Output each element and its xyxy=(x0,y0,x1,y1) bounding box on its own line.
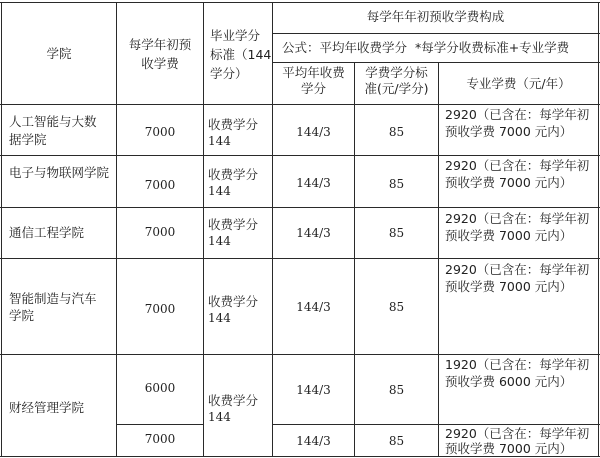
header-composition: 每学年年初预收学费构成 xyxy=(366,9,505,24)
row1-college-line2: 据学院 xyxy=(9,132,47,147)
header-college: 学院 xyxy=(46,46,72,61)
row6-major-line2: 预收学费 7000 元内） xyxy=(445,441,573,456)
row2-prepay: 7000 xyxy=(144,178,176,192)
row3-credit-fee: 85 xyxy=(388,226,405,240)
header-avg-credits-line1: 平均年收费 xyxy=(282,65,345,80)
row4-credit-fee: 85 xyxy=(388,300,405,314)
row6-major-line1: 2920（已含在：每学年初 xyxy=(445,426,590,441)
header-credit-fee-line2: 准(元/学分) xyxy=(364,81,429,96)
row2-credits-line2: 144 xyxy=(208,184,231,198)
row3-major-line1: 2920（已含在：每学年初 xyxy=(445,211,590,226)
grid-line xyxy=(116,424,203,425)
row4-credits-line1: 收费学分 xyxy=(208,294,259,309)
row6-prepay: 7000 xyxy=(144,432,176,446)
header-formula: 公式：平均年收费学分 *每学分收费标准+专业学费 xyxy=(282,40,570,55)
row5-avg-credits: 144/3 xyxy=(296,383,331,397)
row1-prepay: 7000 xyxy=(144,125,176,139)
row4-prepay: 7000 xyxy=(144,302,176,316)
row6-credit-fee: 85 xyxy=(388,434,405,448)
row2-college: 电子与物联网学院 xyxy=(9,165,110,180)
row4-college-line2: 学院 xyxy=(9,308,35,323)
grid-line xyxy=(203,2,204,457)
table-border-left xyxy=(1,2,2,457)
row2-credit-fee: 85 xyxy=(388,177,405,191)
row1-credits-line2: 144 xyxy=(208,134,231,148)
row1-credits-line1: 收费学分 xyxy=(208,117,259,132)
row1-major-line1: 2920（已含在：每学年初 xyxy=(445,107,590,122)
row3-prepay: 7000 xyxy=(144,225,176,239)
grid-line xyxy=(272,33,600,34)
header-prepay-line1: 每学年初预 xyxy=(128,37,192,52)
row3-major-line2: 预收学费 7000 元内） xyxy=(445,228,573,243)
row3-credits-line2: 144 xyxy=(208,234,231,248)
row5-prepay: 6000 xyxy=(144,381,176,395)
header-credits-line3: 学分） xyxy=(210,66,248,81)
row3-college: 通信工程学院 xyxy=(9,225,85,240)
row4-major-line1: 2920（已含在：每学年初 xyxy=(445,262,590,277)
row1-major-line2: 预收学费 7000 元内） xyxy=(445,124,573,139)
row1-avg-credits: 144/3 xyxy=(296,125,331,139)
row1-college-line1: 人工智能与大数 xyxy=(9,114,97,129)
row4-credits-line2: 144 xyxy=(208,311,231,325)
row5-credits-line1: 收费学分 xyxy=(208,393,259,408)
grid-line xyxy=(272,62,600,63)
row5-college: 财经管理学院 xyxy=(9,400,85,415)
grid-line xyxy=(0,354,600,355)
grid-line xyxy=(438,62,439,457)
grid-line xyxy=(0,207,600,208)
row5-major-line1: 1920（已含在：每学年初 xyxy=(445,357,590,372)
row2-major-line1: 2920（已含在：每学年初 xyxy=(445,158,590,173)
row4-avg-credits: 144/3 xyxy=(296,300,331,314)
header-avg-credits-line2: 学分 xyxy=(300,81,326,96)
header-major-fee: 专业学费（元/年） xyxy=(466,76,571,91)
header-credit-fee-line1: 学费学分标 xyxy=(365,65,428,80)
header-prepay-line2: 收学费 xyxy=(141,56,179,71)
row3-avg-credits: 144/3 xyxy=(296,226,331,240)
row4-major-line2: 预收学费 7000 元内） xyxy=(445,279,573,294)
table-border-right xyxy=(598,2,599,457)
row6-avg-credits: 144/3 xyxy=(296,434,331,448)
row2-avg-credits: 144/3 xyxy=(296,176,331,190)
header-credits-line1: 毕业学分 xyxy=(210,28,261,43)
row3-credits-line1: 收费学分 xyxy=(208,217,259,232)
row5-credits-line2: 144 xyxy=(208,410,231,424)
table-border-top xyxy=(0,2,600,3)
grid-line xyxy=(0,104,600,105)
row5-major-line2: 预收学费 6000 元内） xyxy=(445,374,573,389)
row2-credits-line1: 收费学分 xyxy=(208,167,259,182)
header-credits-line2: 标准（144 xyxy=(210,47,272,62)
row1-credit-fee: 85 xyxy=(388,125,405,139)
row5-credit-fee: 85 xyxy=(388,383,405,397)
grid-line xyxy=(0,155,600,156)
grid-line xyxy=(0,258,600,259)
row4-college-line1: 智能制造与汽车 xyxy=(9,291,97,306)
row2-major-line2: 预收学费 7000 元内） xyxy=(445,175,573,190)
